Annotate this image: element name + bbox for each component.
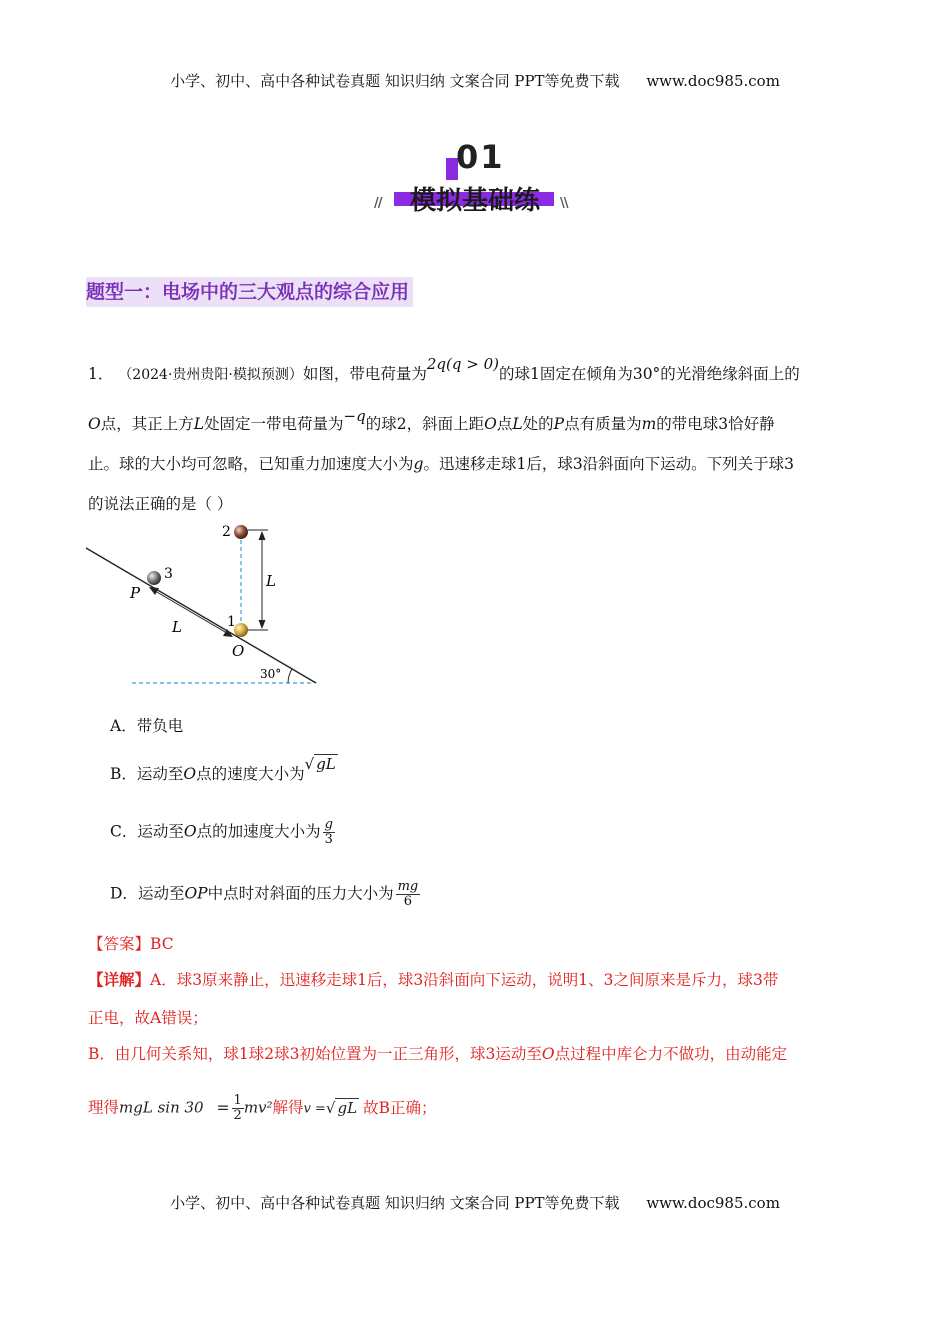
fraction [232,1094,244,1123]
fraction-denominator: 2 [233,1108,242,1123]
detail-text: 故B正确； [363,1098,437,1117]
fraction [396,880,421,909]
question-line-1 [88,355,800,384]
page-footer [0,1192,950,1213]
angle-label: 30° [260,667,282,681]
detail-line-1 [88,968,778,990]
badge-number: 01 [456,138,505,176]
point-p-label: P [130,584,141,602]
equation-equals: = [216,1098,230,1117]
fraction-denominator: 6 [403,894,413,909]
question-text: 点 [496,415,513,433]
option-d[interactable] [110,880,420,909]
option-c[interactable] [110,818,335,847]
vertical-l-label: L [266,572,276,590]
charge-2: −q [343,407,366,425]
page-header [0,70,950,91]
question-text: 的球2，斜面上距 [365,415,485,433]
fraction-denominator: 3 [324,832,333,847]
slope-line [86,548,316,683]
option-prefix: D． [110,884,138,903]
point-o: O [541,1045,555,1063]
detail-line-4 [88,1094,436,1123]
sqrt-radicand: gL [316,755,336,773]
point-p: P [553,415,565,433]
badge-right-mark: \\ [560,196,568,211]
ball-1-label: 1 [227,614,236,630]
question-text: 处固定一带电荷量为 [204,415,344,433]
angle-arc [288,669,292,683]
option-b[interactable] [110,755,338,784]
var-g: g [413,455,424,473]
option-prefix: B． [110,765,137,783]
detail-text: A．球3原来静止，迅速移走球1后，球3沿斜面向下运动，说明1、3之间原来是斥力，球3带 [150,971,779,989]
option-text: 运动至 [136,765,184,783]
var-l: L [193,415,205,433]
option-prefix: A． [110,717,137,735]
question-text: 点有质量为 [564,415,642,433]
detail-line-3 [88,1042,787,1064]
ball-2-label: 2 [222,524,231,540]
question-line-3 [88,452,794,474]
question-text: 止。球的大小均可忽略，已知重力加速度大小为 [88,455,414,473]
detail-text: 理得 [88,1098,120,1117]
option-text: 点的加速度大小为 [196,822,321,841]
physics-diagram [84,518,324,690]
answer-value: BC [150,935,174,953]
question-line-4: 的说法正确的是（ ） [88,495,233,513]
option-prefix: C． [110,822,138,841]
question-text: 。迅速移走球1后，球3沿斜面向下运动。下列关于球3 [423,455,795,473]
ball-2 [234,525,248,539]
equation-v: v = [303,1101,326,1117]
option-text: 带负电 [136,717,184,735]
detail-line-2: 正电，故A错误； [88,1009,208,1027]
footer-text: 小学、初中、高中各种试卷真题 知识归纳 文案合同 PPT等免费下载 [170,1194,620,1212]
arrow-up-icon [259,531,266,540]
detail-label: 【详解】 [88,970,151,989]
question-text: 处的 [522,415,554,433]
footer-site: www.doc985.com [646,1194,780,1212]
fraction-numerator: g [324,817,333,832]
point-o-label: O [232,642,245,660]
answer-label: 【答案】 [88,935,151,953]
badge-title: 模拟基础练 [409,186,540,216]
question-text: 的带电球3恰好静 [656,415,775,433]
ball-1 [234,623,248,637]
question-text: 如图，带电荷量为 [302,365,427,383]
option-text: 运动至 [137,884,185,903]
badge-left-mark: // [374,196,382,211]
question-line-2 [88,407,775,434]
option-text: 点的速度大小为 [196,765,305,783]
question-text: 点，其正上方 [100,415,194,433]
fraction-numerator: 1 [233,1093,242,1108]
detail-text: 点过程中库仑力不做功，由动能定 [554,1045,788,1063]
equation-left: mgL sin 30 [119,1098,204,1117]
exercise-badge [370,138,580,218]
fraction [323,818,335,847]
ball-3-label: 3 [164,566,173,582]
detail-text: B．由几何关系知，球1球2球3初始位置为一正三角形，球3运动至 [88,1045,542,1063]
sqrt-radicand: gL [337,1098,358,1117]
slope-l-label: L [172,618,182,636]
question-text: 的球1固定在倾角为30°的光滑绝缘斜面上的 [498,365,800,383]
question-number: 1． [88,365,114,383]
option-a[interactable] [110,714,183,736]
answer-line [88,932,174,954]
point-o: O [183,765,197,783]
detail-text: 解得 [272,1098,304,1117]
sqrt-expression: √ gL [304,755,336,773]
header-text: 小学、初中、高中各种试卷真题 知识归纳 文案合同 PPT等免费下载 [170,72,620,90]
point-o: O [88,415,101,433]
header-site: www.doc985.com [646,72,780,90]
point-o: O [484,415,497,433]
option-text: 运动至 [137,822,184,841]
arrow-down-icon [259,620,266,629]
equation-right: mv² [243,1098,273,1117]
ball-3 [147,571,161,585]
var-m: m [641,415,657,433]
var-l: L [512,415,523,433]
segment-op: OP [184,884,208,903]
question-source: （2024·贵州贵阳·模拟预测） [118,367,303,383]
arrow-up-left-icon [149,587,159,595]
point-o: O [183,822,197,841]
slope-dimension [150,588,232,636]
charge-1: 2q(q > 0) [426,355,499,373]
fraction-numerator: mg [397,879,419,894]
section-title: 题型一：电场中的三大观点的综合应用 [86,277,413,307]
option-text: 中点时对斜面的压力大小为 [207,884,394,903]
sqrt-expression: √ gL [325,1098,358,1117]
